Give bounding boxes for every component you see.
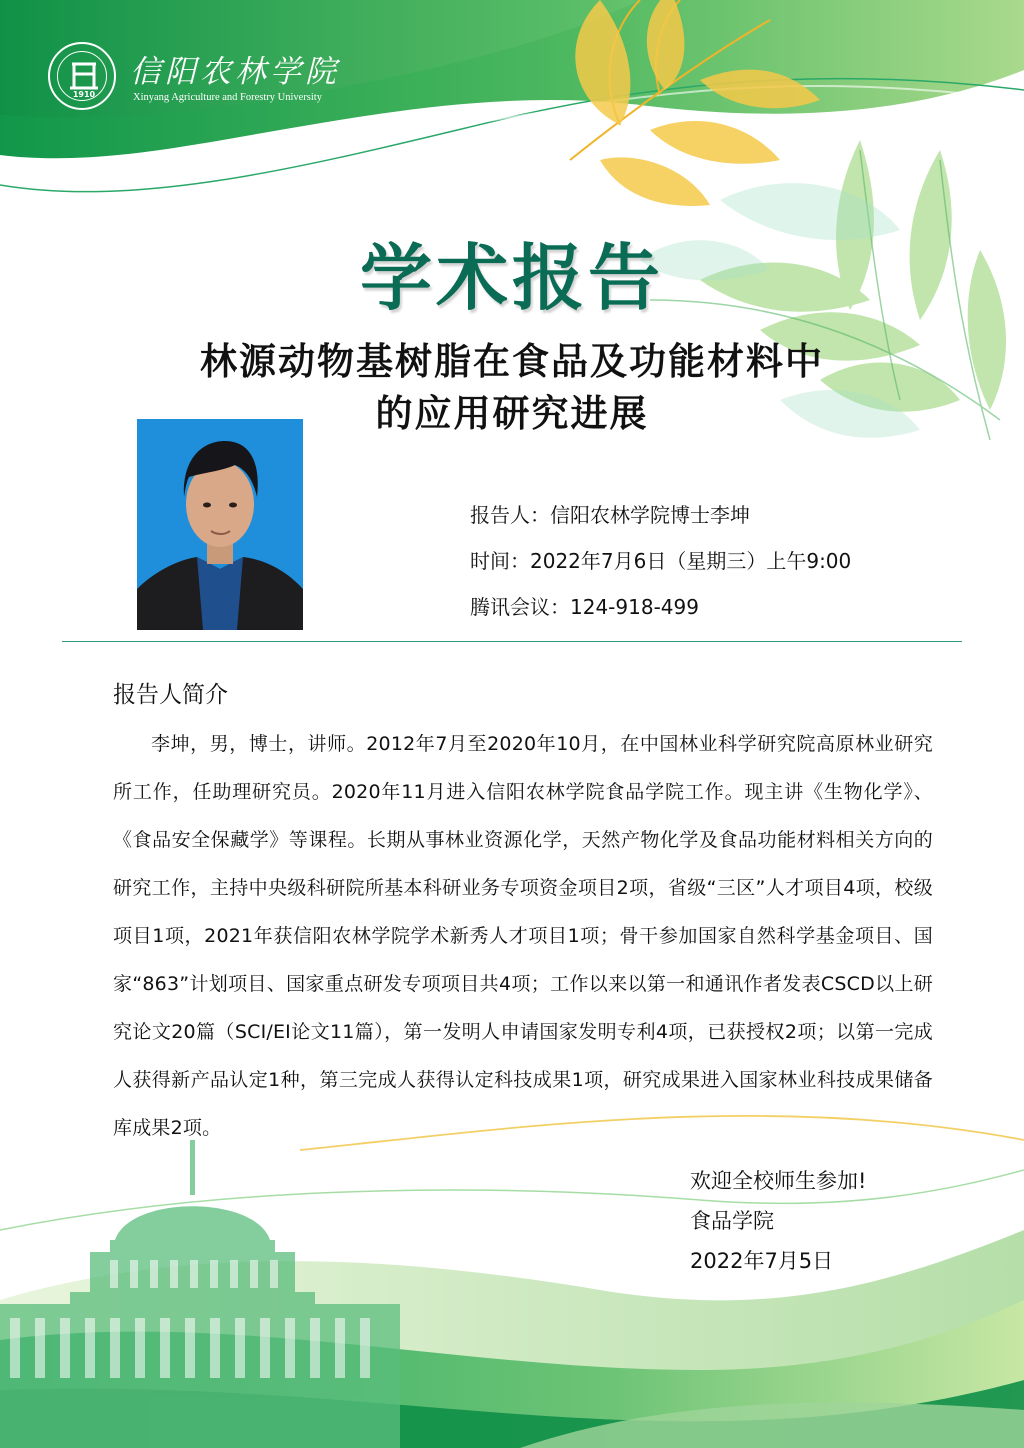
time-line: 时间：2022年7月6日（星期三）上午9:00	[470, 549, 852, 573]
bio-text: 李坤，男，博士，讲师。2012年7月至2020年10月，在中国林业科学研究院高原林业研究所工作，任助理研究员。2020年11月进入信阳农林学院食品学院工作。现主讲《生物化学》、《食品安全保藏学》等课程。长期从事林业资源化学，天然产物化学及食品功能材料相关方向的研究工作，主持中央级科研院所基本科研业务专项资金项目2项，省级“三区”人才项目4项，校级项目1项，2021年获信阳农林学院学术新秀人才项目1项；骨干参加国家自然科学基金项目、国家“863”计划项目、国家重点研发专项项目共4项；工作以来以第一和通讯作者发表CSCD以上研究论文20篇（SCI/EI论文11篇），第一发明人申请国家发明专利4项，已获授权2项；以第一完成人获得新产品认定1种，第三完成人获得认定科技成果1项，研究成果进入国家林业科技成果储备库成果2项。	[113, 733, 933, 1139]
bio-heading: 报告人简介	[113, 682, 228, 708]
university-name-en: Xinyang Agriculture and Forestry University	[133, 92, 322, 103]
issue-date: 2022年7月5日	[690, 1249, 834, 1273]
report-topic-line-2: 的应用研究进展	[375, 392, 649, 435]
organizer: 食品学院	[690, 1209, 774, 1233]
university-seal	[48, 42, 116, 110]
university-name-cn: 信阳农林学院	[130, 54, 340, 90]
reporter-line: 报告人：信阳农林学院博士李坤	[470, 503, 750, 527]
meeting-line: 腾讯会议：124-918-499	[470, 595, 699, 619]
welcome-text: 欢迎全校师生参加!	[690, 1169, 867, 1193]
speaker-photo	[137, 419, 303, 630]
report-topic-line-1: 林源动物基树脂在食品及功能材料中	[200, 340, 824, 383]
page-title: 学术报告	[359, 236, 664, 320]
report-info	[470, 500, 851, 638]
university-logo	[48, 42, 348, 112]
seal-year: 1910	[72, 90, 96, 99]
divider	[62, 641, 962, 642]
closing-block	[690, 1161, 866, 1281]
